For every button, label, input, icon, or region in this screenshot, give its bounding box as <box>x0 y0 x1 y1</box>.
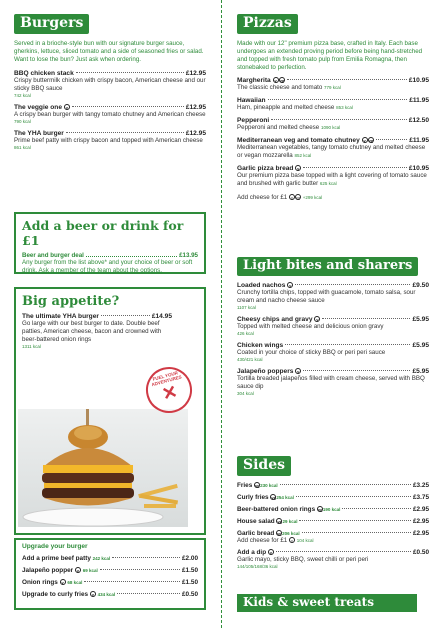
item-name: Add a dip <box>237 549 267 556</box>
vegan-icon: vg <box>368 138 374 143</box>
deal-desc: Any burger from the list above* and your choice of beer or soft drink. Ask a member of the team about the options. <box>22 259 193 274</box>
item-kcal: 434 kcal <box>97 592 116 597</box>
side-row <box>237 530 429 537</box>
item-kcal: 779 kcal <box>324 85 341 90</box>
menu-item-bbq-chicken <box>14 70 206 98</box>
item-price: £14.95 <box>151 313 172 320</box>
upgrade-row <box>22 567 198 574</box>
side-row <box>237 506 429 513</box>
item-price: £5.95 <box>412 342 429 349</box>
item-name: Curly fries <box>237 494 269 501</box>
item-kcal: 790 kcal <box>14 119 31 124</box>
item-name: Beer-battered onion rings <box>237 506 316 513</box>
item-kcal: 69 kcal <box>82 568 98 573</box>
vegetarian-icon: v <box>297 166 300 171</box>
deal-price: £13.95 <box>179 252 198 259</box>
item-kcal: 29 kcal <box>282 519 298 524</box>
item-kcal: 852 kcal <box>294 153 312 158</box>
item-name: Cheesy chips and gravy <box>237 316 313 323</box>
upgrade-title: Upgrade your burger <box>22 543 88 550</box>
dip-desc: Garlic mayo, sticky BBQ, sweet chilli or peri peri <box>237 556 369 563</box>
add-cheese-text: Add cheese for £1 <box>237 537 288 544</box>
left-column <box>14 0 206 150</box>
light-bites-header: Light bites and sharers <box>237 257 418 276</box>
item-desc: Our premium pizza base topped with a light covering of tomato sauce and brushed with garlic butter <box>237 172 427 187</box>
item-desc: Mediterranean vegetables, tangy tomato chutney and melted cheese or vegan mozzarella <box>237 144 426 159</box>
item-kcal: 861 kcal <box>14 145 31 150</box>
vegetarian-icon: v <box>316 317 319 322</box>
item-price: £5.95 <box>412 368 429 375</box>
side-row <box>237 494 429 501</box>
vegan-icon: vg <box>317 507 323 512</box>
item-name: Jalapeño poppers <box>237 368 294 375</box>
item-desc: Go large with our best burger to date. Double beef patties, American cheese, bacon and crowned with beer-battered onion rings <box>22 320 162 343</box>
item-name: Pepperoni <box>237 117 270 124</box>
menu-item-pepperoni <box>237 117 429 132</box>
item-price: £0.50 <box>413 549 429 556</box>
vegetarian-icon: v <box>290 538 293 544</box>
garlic-bread-add-cheese <box>237 537 429 545</box>
vegan-icon: vg <box>277 531 282 536</box>
cutlery-icon: ✕ <box>159 381 180 405</box>
item-name: Margherita <box>237 77 271 84</box>
menu-item-mediterranean <box>237 137 429 160</box>
vegetarian-icon: v <box>290 195 293 201</box>
item-name: Garlic pizza bread <box>237 165 294 172</box>
item-name: The YHA burger <box>14 130 64 137</box>
item-kcal: 1311 kcal <box>22 344 41 349</box>
item-price: £2.95 <box>413 506 429 513</box>
stamp-text: FUEL YOUR ADVENTURES <box>150 370 183 388</box>
item-kcal: 1107 kcal <box>237 305 256 310</box>
item-desc: A crispy bean burger with tangy tomato chutney and American cheese <box>14 111 206 118</box>
item-kcal: 742 kcal <box>14 93 31 98</box>
burgers-intro: Served in a brioche-style bun with our signature burger sauce, gherkins, lettuce, sliced tomato and a side of seasoned fries or salad. Want to lose the bun? Just ask when ordering. <box>14 40 204 63</box>
item-kcal: 206 kcal <box>282 531 300 536</box>
item-name: Hawaiian <box>237 97 266 104</box>
column-divider <box>221 0 222 628</box>
vegan-icon: vg <box>279 78 285 83</box>
menu-item-jalapeno-poppers <box>237 368 429 396</box>
item-desc: Coated in your choice of sticky BBQ or peri peri sauce <box>237 349 386 356</box>
item-price: £9.50 <box>412 282 429 289</box>
item-kcal: 68 kcal <box>67 580 83 585</box>
pizzas-header: Pizzas <box>237 14 298 34</box>
vegetarian-icon: v <box>91 592 94 597</box>
right-column <box>237 0 429 202</box>
item-kcal: 304 kcal <box>237 391 254 396</box>
item-kcal: 430/421 kcal <box>237 357 263 362</box>
item-kcal: 625 kcal <box>319 181 337 186</box>
item-price: £0.50 <box>182 591 198 598</box>
menu-item-yha-burger <box>14 130 206 150</box>
vegan-icon: vg <box>277 519 283 524</box>
light-bites-section <box>237 256 429 396</box>
upgrade-row <box>22 555 198 562</box>
item-price: £2.00 <box>182 555 198 562</box>
item-name: Chicken wings <box>237 342 284 349</box>
vegan-icon: vg <box>271 495 277 500</box>
item-price: £1.50 <box>182 579 198 586</box>
item-name: The ultimate YHA burger <box>22 313 99 320</box>
pizzas-intro: Made with our 12" premium pizza base, crafted in Italy. Each base undergoes an extended proving period before being hand-stretched and topped with fresh tomato pulp from Emilia Romagna, then stonebaked to perfection. <box>237 40 423 71</box>
big-appetite-box <box>14 287 206 535</box>
side-row <box>237 518 429 525</box>
item-desc: Crunchy tortilla chips, topped with guacamole, tomato salsa, sour cream and nacho cheese sauce <box>237 289 416 304</box>
burger-photo <box>18 409 188 527</box>
item-price: £3.75 <box>413 494 429 501</box>
upgrade-box <box>14 538 206 610</box>
burgers-header: Burgers <box>14 14 89 34</box>
item-desc: The classic cheese and tomato <box>237 84 323 91</box>
sides-section <box>237 456 429 569</box>
side-row <box>237 549 429 556</box>
item-kcal: 230 kcal <box>260 483 278 488</box>
item-desc: Crispy buttermilk chicken with crispy bacon, American cheese and our sticky BBQ sauce <box>14 77 206 92</box>
item-name: Fries <box>237 482 253 489</box>
item-desc: Topped with melted cheese and delicious onion gravy <box>237 323 384 330</box>
item-name: Loaded nachos <box>237 282 286 289</box>
vegetarian-icon: v <box>65 105 68 110</box>
item-price: £2.95 <box>413 530 429 537</box>
item-price: £2.95 <box>413 518 429 525</box>
vegetarian-icon: v <box>269 550 273 555</box>
kids-header: Kids & sweet treats <box>237 594 417 612</box>
vegetarian-icon: v <box>76 568 80 573</box>
item-name: The veggie one <box>14 104 62 111</box>
item-price: £1.50 <box>182 567 198 574</box>
item-name: House salad <box>237 518 275 525</box>
item-price: £10.95 <box>408 165 429 172</box>
add-cheese-text: Add cheese for £1 <box>237 194 288 201</box>
item-kcal: 426 kcal <box>237 331 254 336</box>
big-appetite-title: Big appetite? <box>22 294 120 309</box>
item-name: Onion rings <box>22 579 58 586</box>
item-kcal: 190 kcal <box>322 507 341 512</box>
item-price: £12.95 <box>185 130 206 137</box>
item-desc: Prime beef patty with crispy bacon and topped with American cheese <box>14 137 203 144</box>
item-price: £12.95 <box>185 70 206 77</box>
vegan-icon: vg <box>295 195 301 201</box>
side-row <box>237 482 429 489</box>
vegetarian-icon: v <box>274 78 277 83</box>
menu-item-loaded-nachos <box>237 282 429 310</box>
vegan-icon: vg <box>255 483 260 488</box>
vegetarian-icon: v <box>289 283 292 288</box>
item-name: Jalapeño popper <box>22 567 74 574</box>
item-kcal: 254 kcal <box>276 495 294 500</box>
sides-header: Sides <box>237 456 291 476</box>
item-desc: Tortilla breaded jalapeños filled with cream cheese, served with BBQ sauce dip <box>237 375 425 390</box>
menu-item-garlic-pizza-bread <box>237 165 429 188</box>
menu-item-cheesy-chips <box>237 316 429 336</box>
pizza-add-cheese <box>237 194 429 202</box>
upgrade-row <box>22 579 198 586</box>
item-kcal: 104 kcal <box>296 538 314 543</box>
item-price: £12.95 <box>185 104 206 111</box>
menu-item-hawaiian <box>237 97 429 112</box>
menu-item-veggie-one <box>14 104 206 124</box>
menu-item-chicken-wings <box>237 342 429 362</box>
item-price: £3.25 <box>413 482 429 489</box>
item-kcal: 242 kcal <box>92 556 111 561</box>
item-name: Upgrade to curly fries <box>22 591 89 598</box>
item-kcal: 1090 kcal <box>320 125 341 130</box>
vegetarian-icon: v <box>61 580 64 585</box>
item-name: Garlic bread <box>237 530 275 537</box>
menu-item-margherita <box>237 77 429 92</box>
item-desc: Pepperoni and melted cheese <box>237 124 320 131</box>
upgrade-row <box>22 591 198 598</box>
item-price: £10.95 <box>408 77 429 84</box>
item-name: Mediterranean veg and tomato chutney <box>237 137 360 144</box>
drink-deal-title: Add a beer or drink for £1 <box>22 218 184 248</box>
item-desc: Ham, pineapple and melted cheese <box>237 104 335 111</box>
deal-name: Beer and burger deal <box>22 252 84 259</box>
item-price: £12.50 <box>408 117 429 124</box>
item-kcal: +299 kcal <box>302 195 323 200</box>
item-kcal: 144/105/168/36 kcal <box>237 564 278 569</box>
vegetarian-icon: v <box>363 138 366 143</box>
item-price: £11.95 <box>409 97 429 104</box>
drink-deal-box <box>14 212 206 274</box>
item-price: £5.95 <box>412 316 429 323</box>
vegetarian-icon: v <box>297 369 300 374</box>
item-name: Add a prime beef patty <box>22 555 91 562</box>
item-name: BBQ chicken stack <box>14 70 74 77</box>
item-kcal: 853 kcal <box>336 105 353 110</box>
item-price: £11.95 <box>409 137 429 144</box>
